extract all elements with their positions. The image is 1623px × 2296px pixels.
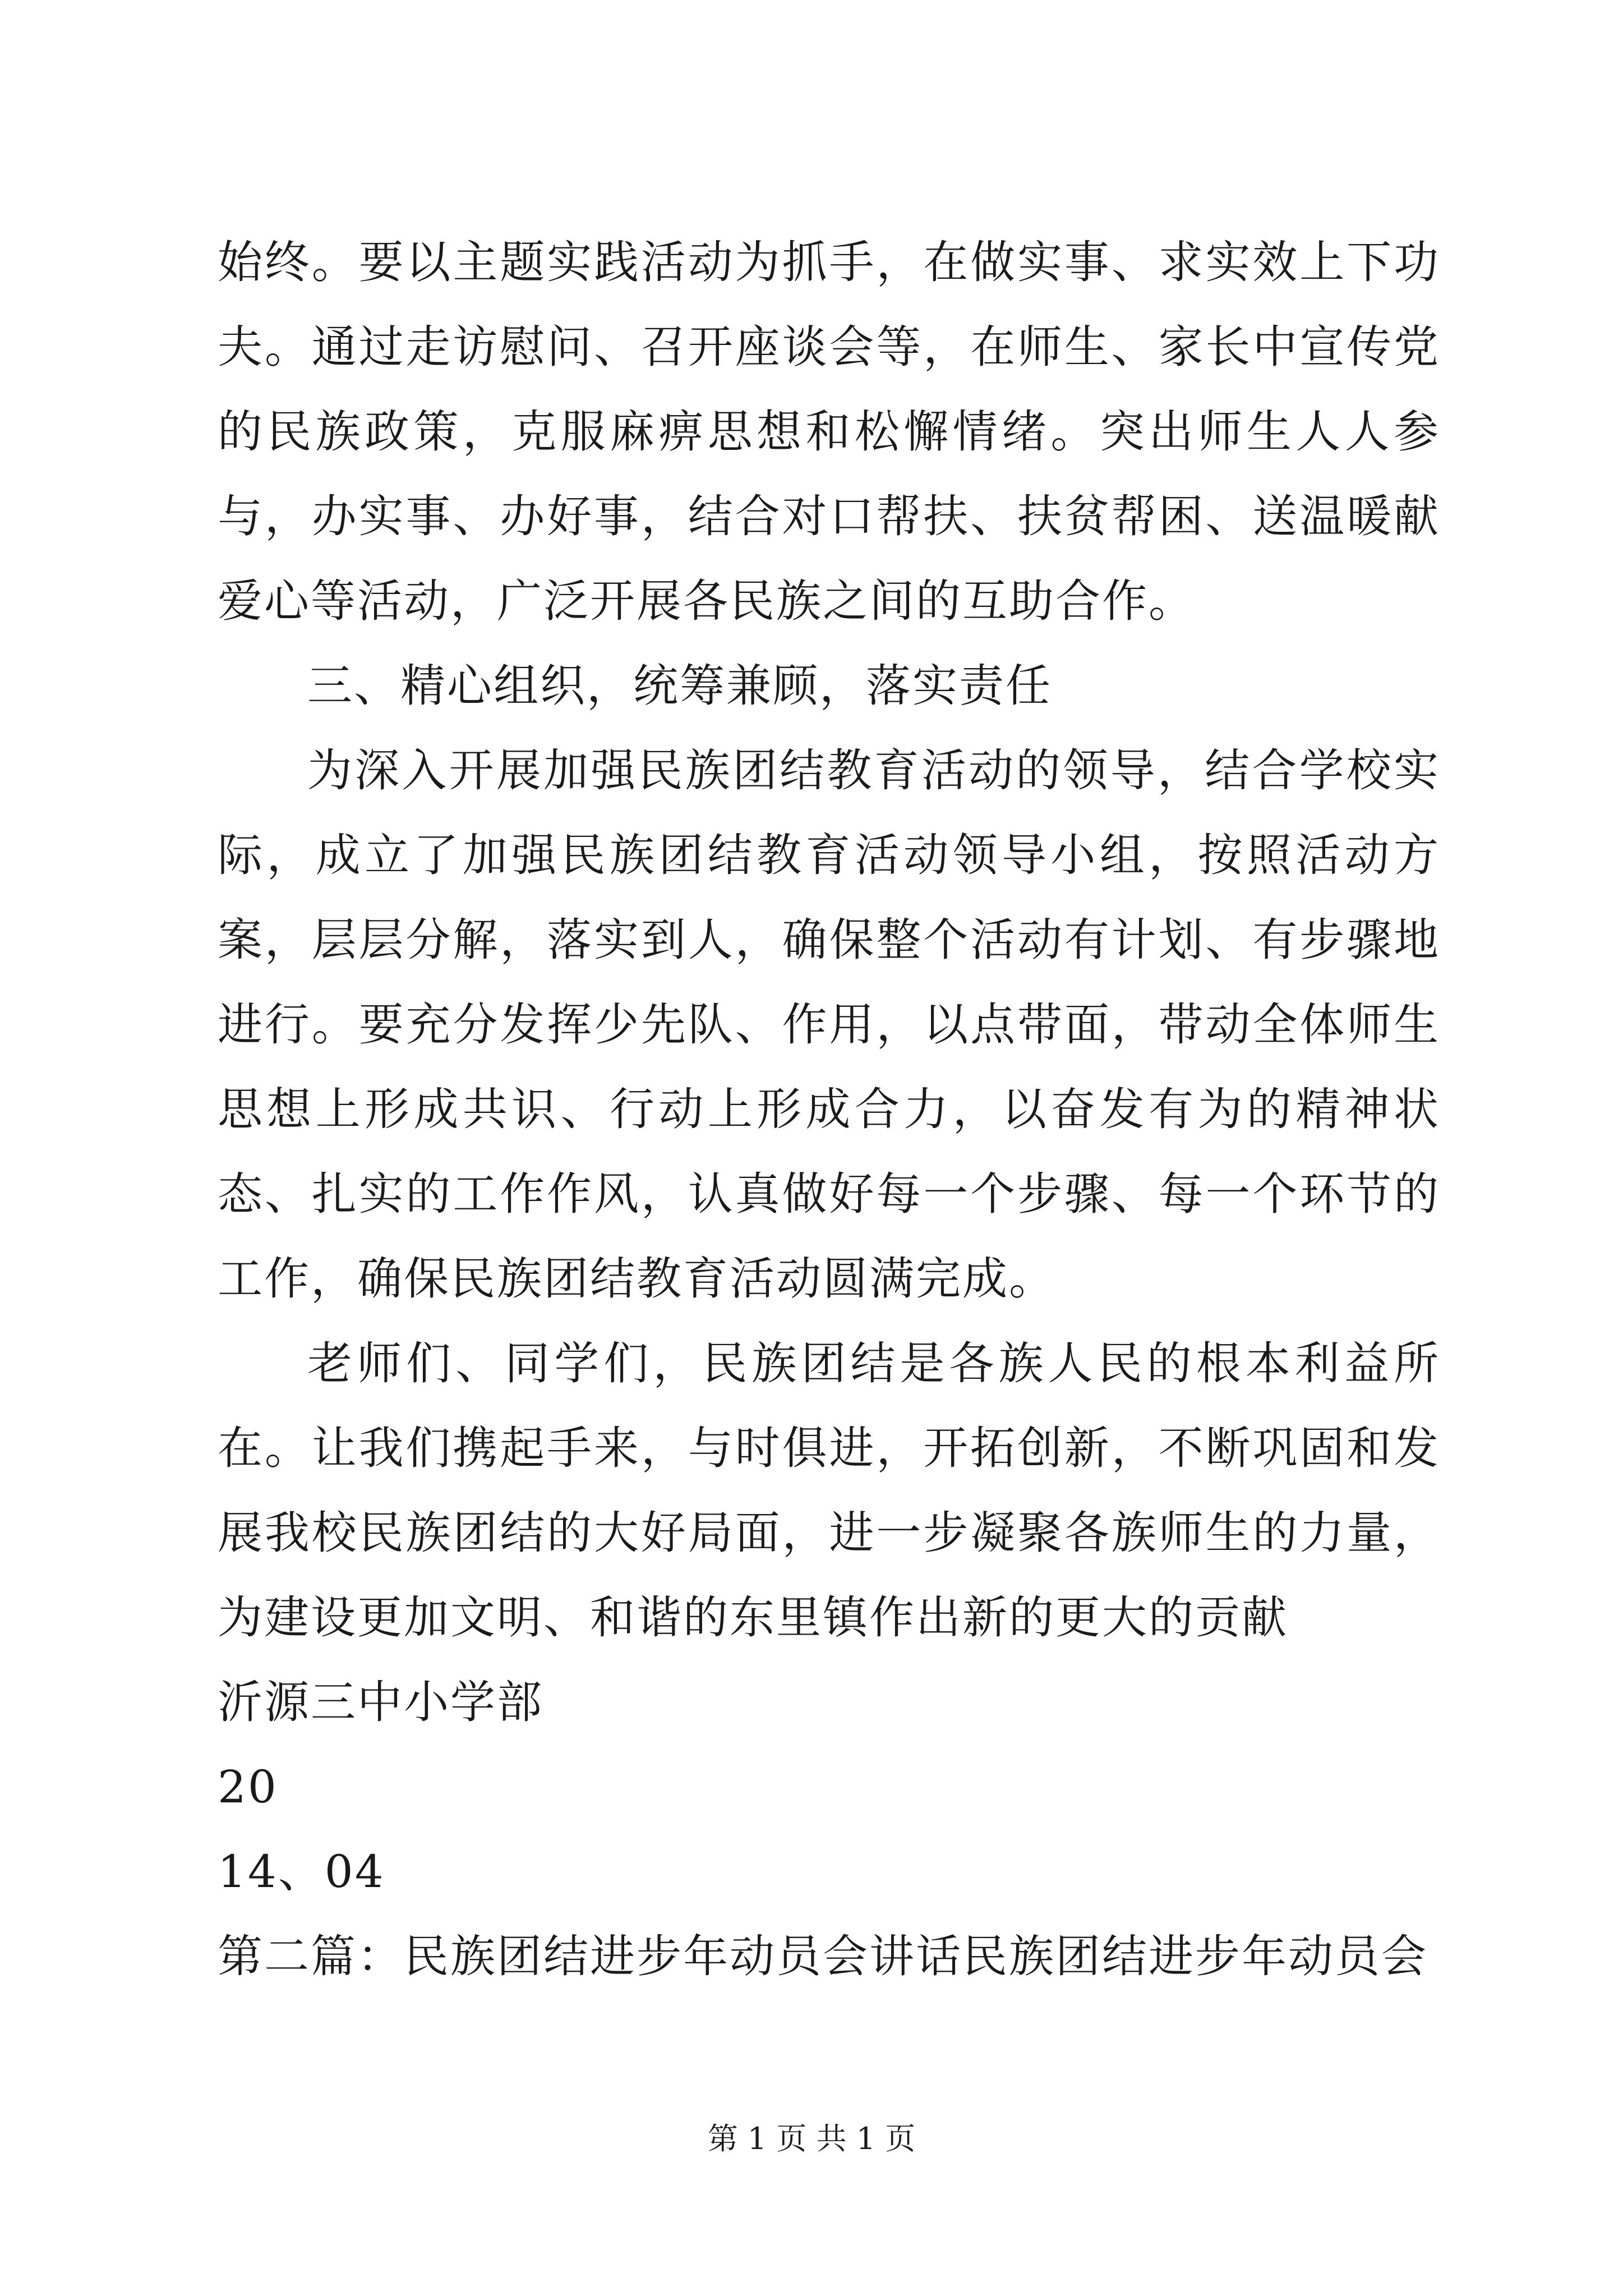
next-article-title: 第二篇：民族团结进步年动员会讲话民族团结进步年动员会 <box>218 1930 1428 1982</box>
paragraph-continuation: 始终。要以主题实践活动为抓手，在做实事、求实效上下功夫。通过走访慰问、召开座谈会等，在师生、家长中宣传党的民族政策，克服麻痹思想和松懈情绪。突出师生人人参与，办实事、办好事，结合对口帮扶、扶贫帮困、送温暖献爱心等活动，广泛开展各民族之间的互助合作。 <box>218 236 1440 627</box>
paragraph-organization: 为深入开展加强民族团结教育活动的领导，结合学校实际，成立了加强民族团结教育活动领导小组，按照活动方案，层层分解，落实到人，确保整个活动有计划、有步骤地进行。要充分发挥少先队、作用，以点带面，带动全体师生思想上形成共识、行动上形成合力，以奋发有为的精神状态、扎实的工作作风，认真做好每一个步骤、每一个环节的工作，确保民族团结教育活动圆满完成。 <box>218 744 1440 1305</box>
section-heading: 三、精心组织，统筹兼顾，落实责任 <box>307 660 1052 712</box>
date-line-year: 20 <box>218 1761 278 1813</box>
date-line-month: 14、04 <box>218 1846 385 1898</box>
paragraph-closing: 老师们、同学们，民族团结是各族人民的根本利益所在。让我们携起手来，与时俱进，开拓创新，不断巩固和发展我校民族团结的大好局面，进一步凝聚各族师生的力量，为建设更加文明、和谐的东里镇作出新的更大的贡献 <box>218 1337 1440 1644</box>
signature-line: 沂源三中小学部 <box>218 1676 543 1728</box>
document-body <box>218 220 1440 1999</box>
page-footer: 第 1 页 共 1 页 <box>707 2121 916 2156</box>
